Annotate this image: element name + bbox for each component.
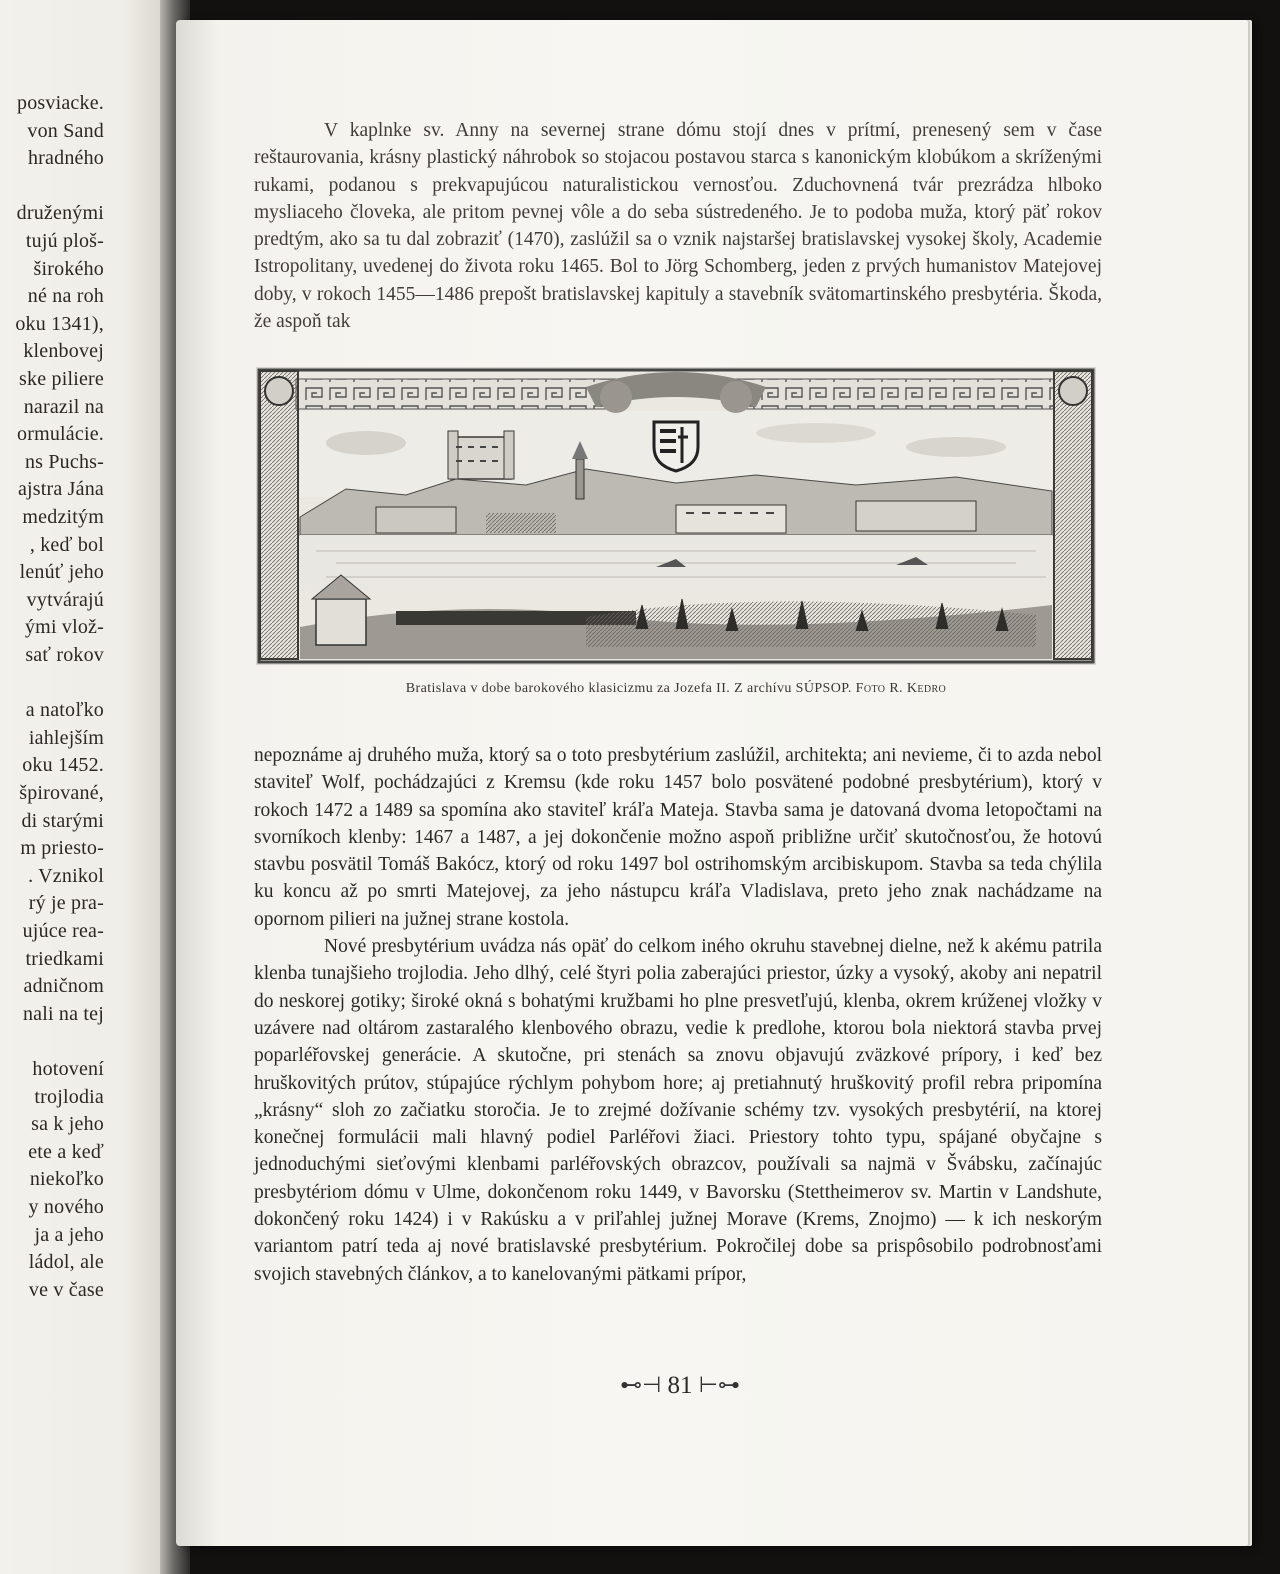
left-page-line: širokého — [33, 257, 104, 280]
left-page-line: a natoľko — [25, 699, 104, 722]
page-number — [560, 1372, 800, 1400]
left-page-line: oku 1341), — [15, 312, 104, 335]
left-page-line: iahlejším — [28, 726, 104, 749]
left-page-line: oku 1452. — [22, 754, 104, 777]
left-page-line: ve v čase — [28, 1278, 104, 1301]
left-page-line: hradného — [27, 147, 104, 170]
left-page-line: klenbovej — [23, 340, 104, 363]
left-page-line: di starými — [21, 809, 104, 832]
bratislava-engraving — [256, 367, 1096, 665]
left-page-line: né na roh — [27, 285, 104, 308]
left-page-line: vytvárajú — [26, 588, 104, 611]
left-page-line: druženými — [16, 202, 104, 225]
paragraph-schomberg: V kaplnke sv. Anny na severnej strane dómu stojí dnes v prítmí, prenesený sem v čase reštaurovania, krásny plastický náhrobok so stojacou postavou starca s kanonickým klobúkom a skríženými rukami, podanou s prekvapujúcou naturalistickou vernosťou. Zduchovnená tvár prezrádza hlboko mysliaceho človeka, ale pritom pevnej vôle a do seba sústredeného. Je to podoba muža, ktorý päť rokov predtým, ako sa tu dal zobraziť (1470), zaslúžil sa o vznik najstaršej bratislavskej vysokej školy, Academie Istropolitany, uvedenej do života roku 1465. Bol to Jörg Schomberg, jeden z prvých humanistov Matejovej doby, v rokoch 1455—1486 prepošt bratislavskej kapituly a stavebník svätomartinského presbytéria. Škoda, že aspoň tak — [254, 120, 1102, 333]
left-page-line: m priesto- — [20, 837, 104, 860]
left-page-line: lenúť jeho — [19, 561, 104, 584]
left-page-line: ládol, ale — [28, 1251, 104, 1274]
folio-ornament-left: ⊷⊣ — [620, 1372, 662, 1397]
left-page-line: ja a jeho — [34, 1223, 104, 1246]
caption-text: Bratislava v dobe barokového klasicizmu za Jozefa II. Z archívu SÚPSOP. — [405, 681, 856, 696]
engraving-figure — [256, 367, 1096, 665]
left-page-line: hotovení — [32, 1058, 104, 1080]
left-page-line: ete a keď — [28, 1140, 104, 1163]
left-page-line: narazil na — [23, 395, 104, 418]
left-page-line: ormulácie. — [17, 423, 104, 446]
left-page-line: posviacke. — [17, 92, 104, 114]
left-page-line: sa k jeho — [31, 1113, 104, 1136]
text-bottom — [254, 742, 1102, 1288]
left-page-line: ns Puchs- — [24, 450, 104, 473]
figure-caption — [256, 681, 1096, 697]
left-page-line: nali na tej — [22, 1002, 104, 1025]
left-page-line: , keď bol — [29, 533, 104, 556]
left-page-line: rý je pra- — [28, 892, 104, 915]
left-page-line: medzitým — [22, 506, 104, 528]
left-page-line: špirované, — [19, 782, 104, 804]
left-page-line: ske piliere — [19, 368, 104, 390]
left-page-line: trojlodia — [34, 1085, 104, 1108]
text-top — [254, 117, 1102, 335]
page-number-value: 81 — [667, 1372, 693, 1399]
left-page-line: . Vznikol — [28, 864, 104, 887]
left-page-line: ajstra Jána — [17, 478, 104, 501]
left-page-line: niekoľko — [29, 1168, 104, 1191]
left-page-line: von Sand — [27, 119, 104, 142]
left-page-line: y nového — [28, 1196, 104, 1218]
paragraph-presbytery: Nové presbytérium uvádza nás opäť do celkom iného okruhu stavebnej dielne, než k akému patrila klenba tunajšieho trojlodia. Jeho dlhý, celé štyri polia zaberajúci priestor, úzky a vysoký, akoby ani nepatril do neskorej gotiky; široké okná s bohatými kružbami ho plne presvetľujú, klenba, okrem krúženej vložky v uzávere nad oltárom zastaralého klenbového obrazu, vedie k predlohe, ktorou bola niektorá stavba prvej poparléřovskej generácie. A skutočne, pri stenách sa znovu objavujú zväzkové prípory, i keď bez hruškovitých prútov, stúpajúce rýchlym pohybom hore; aj pretiahnutý hruškovitý profil rebra pripomína „krásny“ sloh zo začiatku storočia. Je to zrejmé dožívanie schémy tzv. vysokých presbytérií, na ktorej konečnej formulácii mali hlavný podiel Parléřovi žiaci. Priestory tohto typu, spájané obyčajne s jednoduchými sieťovými klenbami parléřovských obrazcov, používali sa najmä v Švábsku, začínajúc presbytériom dómu v Ulme, dokončenom roku 1449, v Bavorsku (Stettheimerov sv. Martin v Landshute, dokončený roku 1424) i v Rakúsku a v priľahlej južnej Morave (Krems, Znojmo) — k ich neskorým variantom patrí teda aj nové bratislavské presbytérium. Pokročilej dobe sa prispôsobilo podrobnosťami svojich stavebných článkov, a to kanelovanými pätkami prípor, — [254, 936, 1102, 1285]
left-page-line: tujú ploš- — [25, 230, 104, 252]
left-page-line: triedkami — [25, 947, 104, 970]
left-page-line: ými vlož- — [24, 616, 104, 639]
left-page-line: sať rokov — [25, 644, 104, 666]
paragraph-architect: nepoznáme aj druhého muža, ktorý sa o toto presbytérium zaslúžil, architekta; ani nevieme, či to azda nebol staviteľ Wolf, pochádzajúci z Kremsu (kde roku 1457 bolo posvätené podobné presbytérium), ktorý v rokoch 1472 a 1489 sa spomína ako staviteľ kráľa Mateja. Stavba sama je datovaná dvoma letopočtami na svorníkoch klenby: 1467 a 1487, a jej dokončenie možno aspoň približne určiť skutočnosťou, že hotovú stavbu posvätil Tomáš Bakócz, ktorý od roku 1497 bol ostrihomským arcibiskupom. Stavba sa teda chýlila ku koncu až po smrti Matejovej, za jeho nástupcu kráľa Vladislava, preto jeho znak nachádzame na opornom pilieri na južnej strane kostola. — [254, 745, 1102, 930]
left-page-line: adničnom — [23, 975, 104, 998]
folio-ornament-right: ⊢⊶ — [698, 1372, 740, 1397]
left-page — [0, 0, 178, 1574]
caption-photo-credit: Foto R. Kedro — [855, 681, 947, 696]
left-page-line: ujúce rea- — [22, 920, 104, 942]
